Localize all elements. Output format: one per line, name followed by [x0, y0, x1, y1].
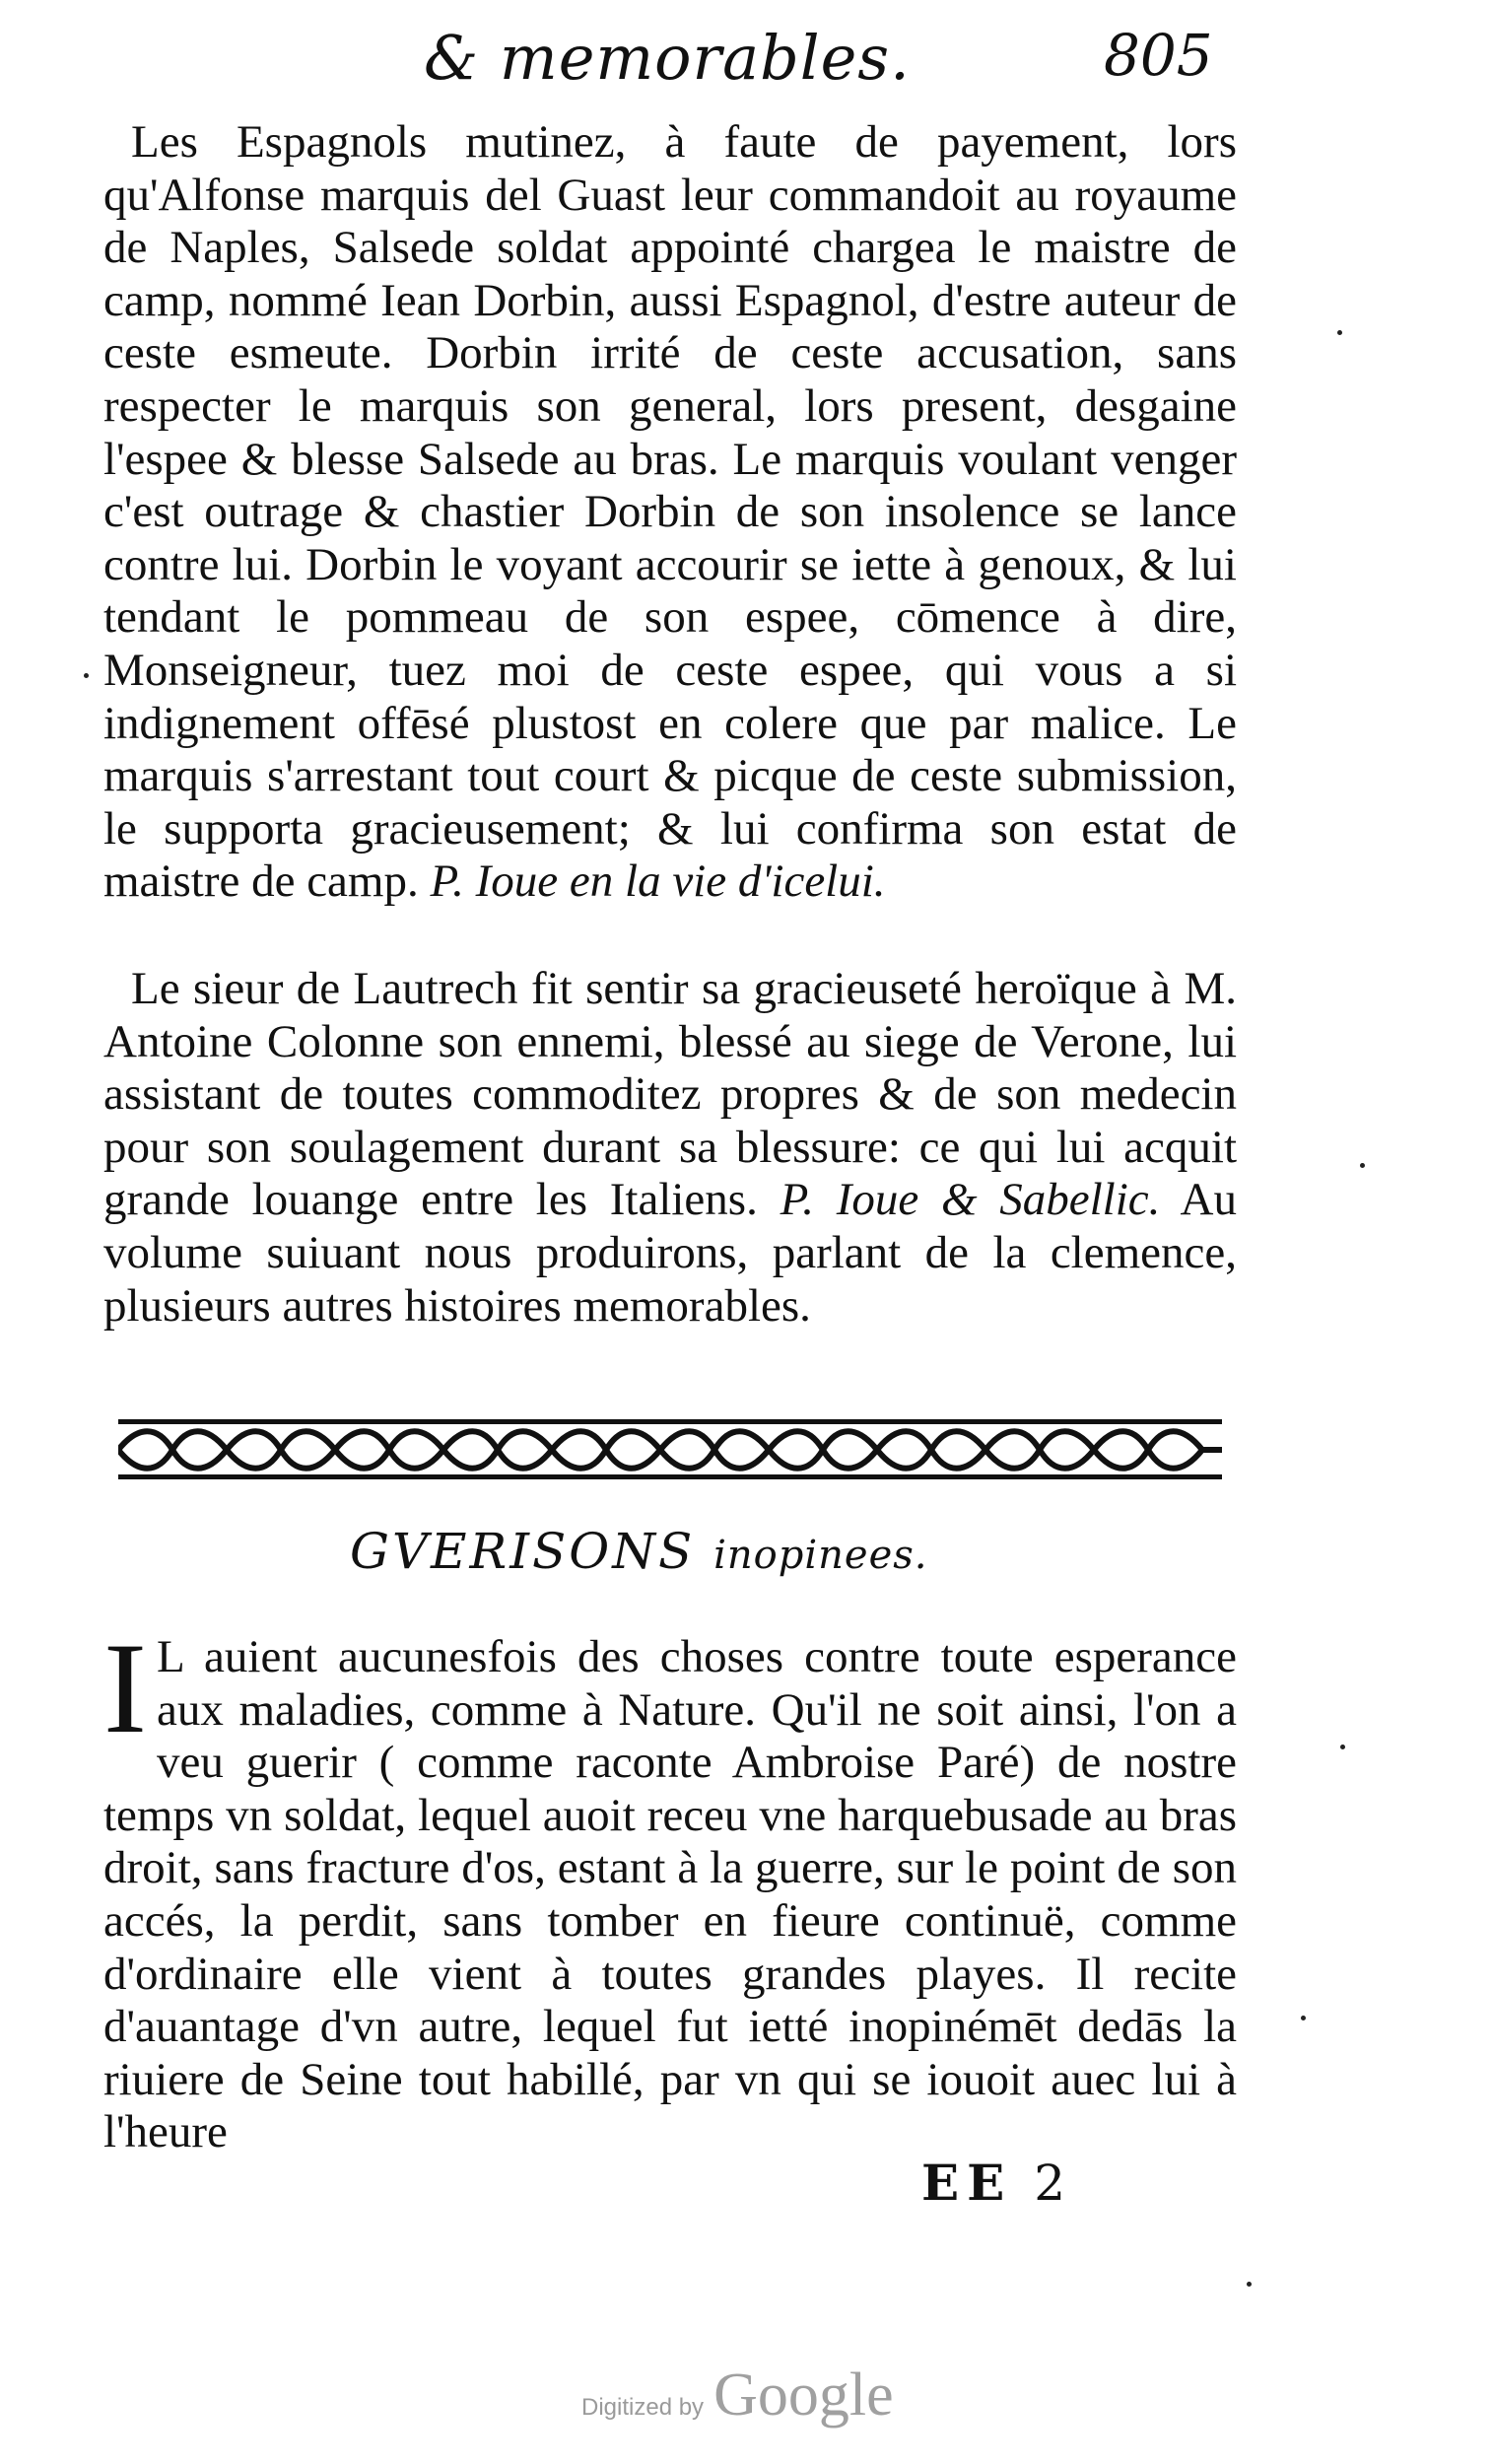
- paragraph-1-reference: P. Ioue en la vie d'icelui.: [430, 856, 886, 908]
- digitized-watermark: [581, 2361, 894, 2430]
- signature-number: 2: [1034, 2155, 1074, 2212]
- section-heading-sub: inopinees.: [713, 1533, 928, 1578]
- running-title: & memorables.: [424, 22, 911, 94]
- ink-speck: [1340, 1745, 1345, 1749]
- paragraph-lautrech: [103, 963, 1237, 1333]
- ink-speck: [84, 673, 89, 678]
- google-logo: Google: [713, 2361, 894, 2429]
- paragraph-3-text: L auient aucunesfois des choses contre toute esperance aux maladies, comme à Nature. Qu'il ne soit ainsi, l'on a veu guerir ( comme raconte Ambroise Paré) de nostre temps vn soldat, lequel auoit receu vne harquebusade au bras droit, sans fracture d'os, estant à la guerre, sur le point de son accés, la perdit, sans tomber en fieure continuë, comme d'ordinaire elle vient à toutes grandes playes. Il recite d'auantage d'vn autre, lequel fut ietté inopinémēt dedās la riuiere de Seine tout habillé, par vn qui se iouoit auec lui à l'heure: [103, 1631, 1237, 2158]
- paragraph-guerisons: [103, 1615, 1237, 2159]
- paragraph-2-text: Le sieur de Lautrech fit sentir sa gracieuseté heroïque à M. Antoine Colonne son ennemi, blessé au siege de Verone, lui assistant de toutes commoditez propres & de son medecin pour son soulagement durant sa blessure: ce qui lui acquit grande louange entre les Italiens.: [103, 963, 1237, 1226]
- drop-cap: I: [103, 1615, 147, 1760]
- ink-speck: [1360, 1163, 1365, 1168]
- paragraph-1-text: Les Espagnols mutinez, à faute de payement, lors qu'Alfonse marquis del Guast leur commandoit au royaume de Naples, Salsede soldat appointé chargea le maistre de camp, nommé Iean Dorbin, aussi Espagnol, d'estre auteur de ceste esmeute. Dorbin irrité de ceste accusation, sans respecter le marquis son general, lors present, desgaine l'espee & blesse Salsede au bras. Le marquis voulant venger c'est outrage & chastier Dorbin de son insolence se lance contre lui. Dorbin le voyant accourir se iette à genoux, & lui tendant le pommeau de son espee, cōmence à dire, Monseigneur, tuez moi de ceste espee, qui vous a si indignement offēsé plustost en colere que par malice. Le marquis s'arrestant tout court & picque de ceste submission, le supporta gracieusement; & lui confirma son estat de maistre de camp.: [103, 116, 1237, 908]
- ink-speck: [1247, 2282, 1252, 2287]
- section-heading-main: GVERISONS: [350, 1523, 696, 1580]
- digitized-prefix: Digitized by: [581, 2394, 705, 2421]
- ink-speck: [1301, 2016, 1306, 2020]
- signature-mark: [921, 2154, 1073, 2212]
- paragraph-marquis-del-guast: [103, 116, 1237, 909]
- signature-letters: EE: [921, 2154, 1013, 2212]
- paragraph-2-continuation: Au volume suiuant nous produirons, parlant de la clemence, plusieurs autres histoires memorables.: [103, 1174, 1237, 1332]
- ink-speck: [1337, 330, 1342, 335]
- paragraph-2-reference: P. Ioue & Sabellic.: [780, 1174, 1161, 1226]
- section-heading: [350, 1523, 928, 1580]
- page-number: 805: [1104, 22, 1213, 89]
- ornamental-divider: [118, 1415, 1222, 1484]
